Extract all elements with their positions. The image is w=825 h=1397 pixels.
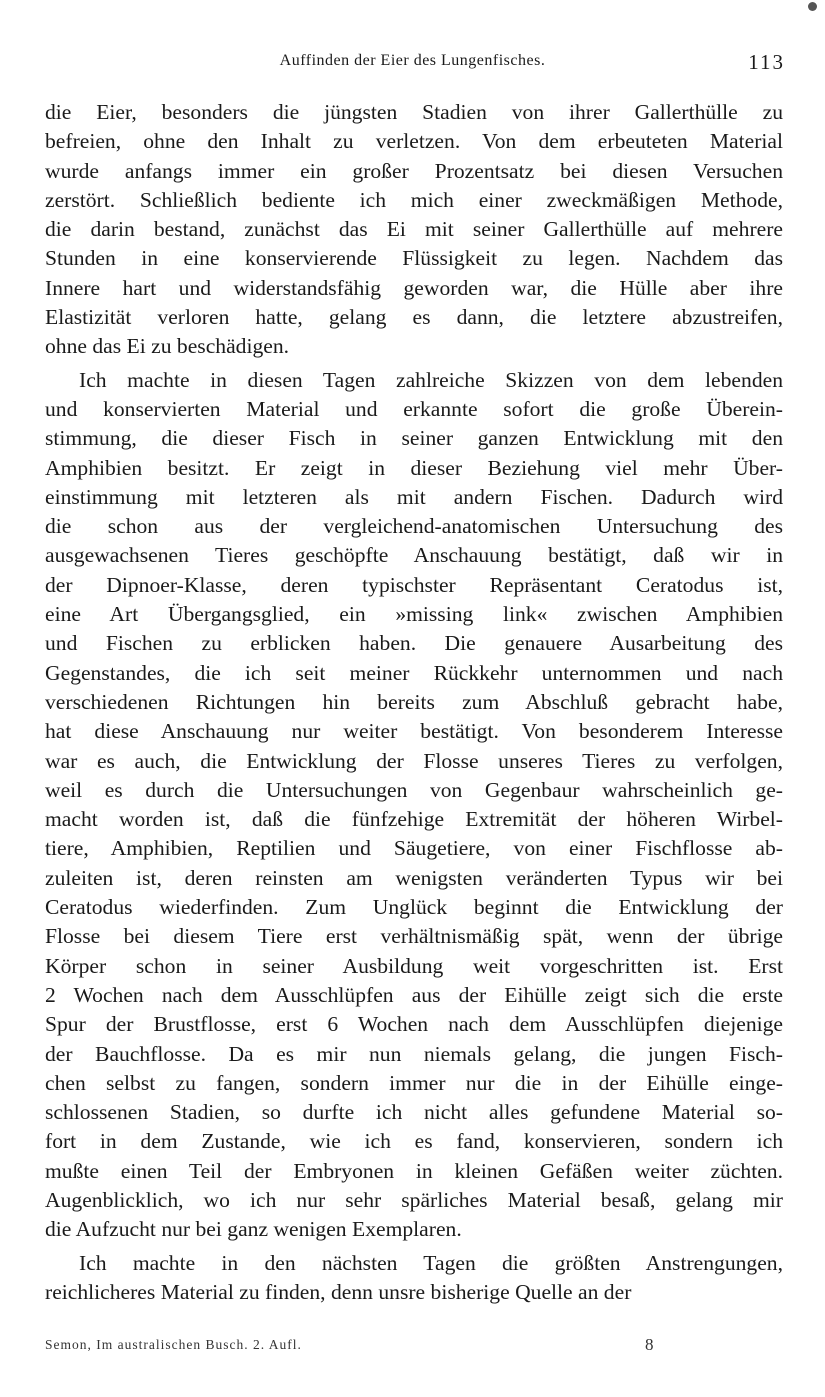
text-line: war es auch, die Entwicklung der Flosse unseres Tieres zu verfolgen,: [45, 748, 783, 773]
running-header: [0, 52, 825, 76]
text-line: schlossenen Stadien, so durfte ich nicht alles gefundene Material so-: [45, 1100, 783, 1125]
text-line: Amphibien besitzt. Er zeigt in dieser Beziehung viel mehr Über-: [45, 455, 783, 480]
page-footer: [45, 1337, 783, 1359]
text-line: und Fischen zu erblicken haben. Die genauere Ausarbeitung des: [45, 631, 783, 656]
text-line: stimmung, die dieser Fisch in seiner ganzen Entwicklung mit den: [45, 426, 783, 451]
footer-signature-mark: 8: [645, 1335, 654, 1354]
text-line: eine Art Übergangsglied, ein »missing link« zwischen Amphibien: [45, 602, 783, 627]
text-line: verschiedenen Richtungen hin bereits zum Abschluß gebracht habe,: [45, 689, 783, 714]
text-line: hat diese Anschauung nur weiter bestätigt. Von besonderem Interesse: [45, 719, 783, 744]
corner-dot-mark: [808, 2, 817, 11]
text-line: reichlicheres Material zu finden, denn unsre bisherige Quelle an der: [45, 1279, 632, 1304]
text-line: tiere, Amphibien, Reptilien und Säugetiere, von einer Fischflosse ab-: [45, 836, 783, 861]
text-line: Körper schon in seiner Ausbildung weit vorgeschritten ist. Erst: [45, 953, 783, 978]
footer-source-line: Semon, Im australischen Busch. 2. Aufl.: [45, 1337, 302, 1352]
text-line: Gegenstandes, die ich seit meiner Rückkehr unternommen und nach: [45, 660, 783, 685]
text-line: Flosse bei diesem Tiere erst verhältnismäßig spät, wenn der übrige: [45, 924, 783, 949]
text-line: und konservierten Material und erkannte sofort die große Überein-: [45, 396, 783, 421]
text-line: Augenblicklich, wo ich nur sehr spärliches Material besaß, gelang mir: [45, 1187, 783, 1212]
text-line: zuleiten ist, deren reinsten am wenigsten veränderten Typus wir bei: [45, 865, 783, 890]
text-line: 2 Wochen nach dem Ausschlüpfen aus der Eihülle zeigt sich die erste: [45, 982, 783, 1007]
text-line: der Dipnoer-Klasse, deren typischster Repräsentant Ceratodus ist,: [45, 572, 783, 597]
text-line: wurde anfangs immer ein großer Prozentsatz bei diesen Versuchen: [45, 158, 783, 183]
text-line: Elastizität verloren hatte, gelang es dann, die letztere abzustreifen,: [45, 305, 783, 330]
text-line: die Aufzucht nur bei ganz wenigen Exemplaren.: [45, 1217, 462, 1242]
text-line: einstimmung mit letzteren als mit andern Fischen. Dadurch wird: [45, 484, 783, 509]
text-line: Ich machte in den nächsten Tagen die größten Anstrengungen,: [79, 1250, 783, 1275]
text-line: macht worden ist, daß die fünfzehige Extremität der höheren Wirbel-: [45, 807, 783, 832]
running-head-title: Auffinden der Eier des Lungenfisches.: [279, 52, 546, 69]
text-line: weil es durch die Untersuchungen von Gegenbaur wahrscheinlich ge-: [45, 777, 783, 802]
text-line: Innere hart und widerstandsfähig geworden war, die Hülle aber ihre: [45, 275, 783, 300]
text-line: die schon aus der vergleichend-anatomischen Untersuchung des: [45, 514, 783, 539]
text-line: mußte einen Teil der Embryonen in kleinen Gefäßen weiter züchten.: [45, 1158, 783, 1183]
text-line: zerstört. Schließlich bediente ich mich einer zweckmäßigen Methode,: [45, 187, 783, 212]
text-line: Spur der Brustflosse, erst 6 Wochen nach dem Ausschlüpfen diejenige: [45, 1012, 783, 1037]
text-line: Ceratodus wiederfinden. Zum Unglück beginnt die Entwicklung der: [45, 895, 783, 920]
paragraph: [45, 98, 783, 362]
text-line: fort in dem Zustande, wie ich es fand, konservieren, sondern ich: [45, 1129, 783, 1154]
text-line: ausgewachsenen Tieres geschöpfte Anschauung bestätigt, daß wir in: [45, 543, 783, 568]
text-line: ohne das Ei zu beschädigen.: [45, 334, 290, 359]
text-line: die darin bestand, zunächst das Ei mit seiner Gallerthülle auf mehrere: [45, 217, 783, 242]
text-line: befreien, ohne den Inhalt zu verletzen. Von dem erbeuteten Material: [45, 129, 783, 154]
text-line: Stunden in eine konservierende Flüssigkeit zu legen. Nachdem das: [45, 246, 783, 271]
body-text: [45, 98, 783, 1307]
page-number: 113: [748, 50, 785, 74]
text-line: chen selbst zu fangen, sondern immer nur die in der Eihülle einge-: [45, 1070, 783, 1095]
paragraph: [45, 1249, 783, 1308]
text-line: die Eier, besonders die jüngsten Stadien von ihrer Gallerthülle zu: [45, 100, 783, 124]
text-line: der Bauchflosse. Da es mir nun niemals gelang, die jungen Fisch-: [45, 1041, 783, 1066]
paragraph: [45, 366, 783, 1245]
text-line: Ich machte in diesen Tagen zahlreiche Skizzen von dem lebenden: [79, 367, 783, 392]
